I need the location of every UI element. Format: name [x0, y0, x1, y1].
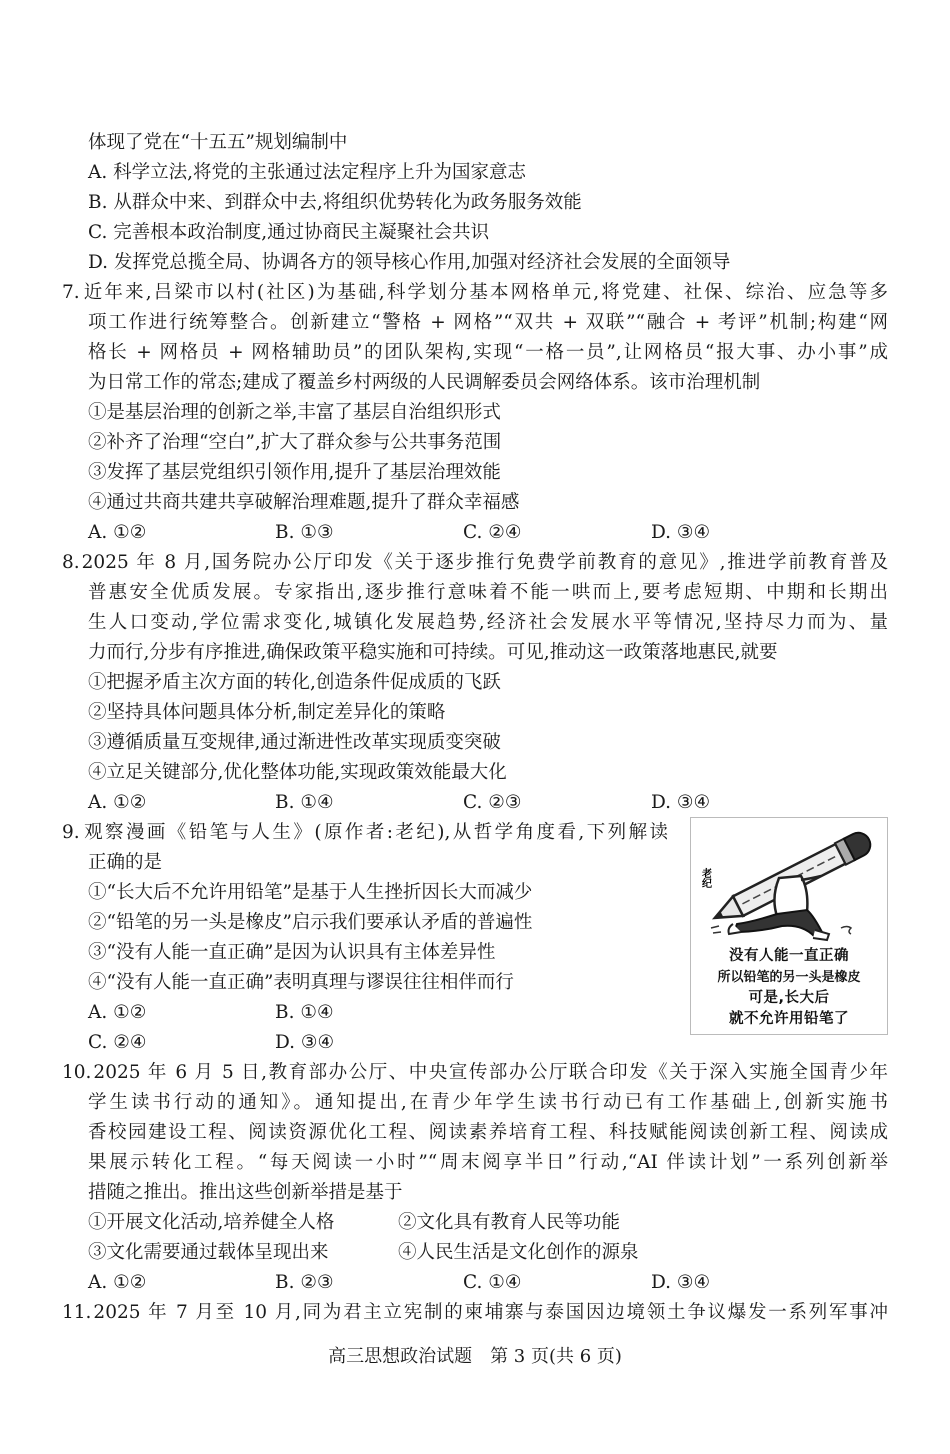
cartoon-caption-line: 没有人能一直正确 — [729, 948, 849, 964]
question-11 — [62, 1298, 888, 1328]
question-10 — [62, 1058, 888, 1298]
question-stem-text: 近年来,吕梁市以村(社区)为基础,科学划分基本网格单元,将党建、社保、综治、应急等多 — [81, 282, 888, 303]
cartoon-pencil-and-life — [690, 817, 888, 1035]
answer-option[interactable]: D. ③④ — [651, 792, 711, 813]
question-stem-text: 观察漫画《铅笔与人生》(原作者:老纪),从哲学角度看,下列解读 — [81, 822, 668, 843]
question-stem-line — [88, 1178, 888, 1208]
answer-options-row — [88, 788, 888, 818]
question-stem-text: 项工作进行统筹整合。创新建立“警格 + 网格”“双共 + 双联”“融合 + 考评”机制;构建“网 — [88, 312, 888, 333]
cartoon-drawing — [691, 818, 887, 958]
answer-option[interactable]: B. ①③ — [275, 522, 334, 543]
question-stem-line — [62, 278, 888, 308]
answer-option[interactable]: B. ①④ — [275, 792, 334, 813]
statement: ④“没有人能一直正确”表明真理与谬误往往相伴而行 — [88, 972, 514, 993]
statement: ③“没有人能一直正确”是因为认识具有主体差异性 — [88, 942, 496, 963]
question-stem-text: 格长 + 网格员 + 网格辅助员”的团队架构,实现“一格一员”,让网格员“报大事、办小事”成 — [88, 342, 888, 363]
statement: ④人民生活是文化创作的源泉 — [398, 1242, 639, 1263]
question-stem-line — [88, 338, 888, 368]
question-stem-line — [88, 608, 888, 638]
answer-option[interactable]: C. ②④ — [88, 1032, 147, 1053]
question-stem-text: 力而行,分步有序推进,确保政策平稳实施和可持续。可见,推动这一政策落地惠民,就要 — [88, 642, 778, 663]
question-stem-text: 正确的是 — [88, 852, 163, 873]
answer-options-row — [88, 1268, 888, 1298]
question-stem-line — [62, 548, 888, 578]
page-footer: 高三思想政治试题 第 3 页(共 6 页) — [328, 1346, 622, 1367]
answer-option[interactable]: B. ②③ — [275, 1272, 334, 1293]
question-8 — [62, 548, 888, 818]
question-stem-line — [88, 368, 888, 398]
statement-row — [88, 458, 888, 488]
question-stem-line — [88, 308, 888, 338]
statement-row — [88, 728, 888, 758]
question-stem-text: 2025 年 6 月 5 日,教育部办公厅、中央宣传部办公厅联合印发《关于深入实施全国青少年 — [93, 1062, 888, 1083]
question-number: 8. — [62, 552, 80, 573]
question-stem-text: 2025 年 7 月至 10 月,同为君主立宪制的柬埔寨与泰国因边境领土争议爆发一系列军事冲 — [93, 1302, 888, 1323]
statement: ②补齐了治理“空白”,扩大了群众参与公共事务范围 — [88, 432, 502, 453]
statement: ①“长大后不允许用铅笔”是基于人生挫折因长大而减少 — [88, 882, 533, 903]
statement: ③发挥了基层党组织引领作用,提升了基层治理效能 — [88, 462, 501, 483]
exam-page-body — [62, 128, 888, 1328]
answer-option[interactable]: D. ③④ — [651, 522, 711, 543]
question-stem-line — [88, 1148, 888, 1178]
statement: ④通过共商共建共享破解治理难题,提升了群众幸福感 — [88, 492, 520, 513]
question-stem-text: 措随之推出。推出这些创新举措是基于 — [88, 1182, 403, 1203]
question-stem-line — [88, 848, 668, 878]
answer-option[interactable]: A. ①② — [88, 792, 147, 813]
question-stem-text: 2025 年 8 月,国务院办公厅印发《关于逐步推行免费学前教育的意见》,推进学前教育普及 — [81, 552, 888, 573]
question-stem-line — [88, 1088, 888, 1118]
answer-option: C. 完善根本政治制度,通过协商民主凝聚社会共识 — [88, 222, 490, 243]
answer-option[interactable]: C. ①④ — [463, 1272, 522, 1293]
question-stem-line — [62, 1298, 888, 1328]
question-7 — [62, 278, 888, 548]
cartoon-caption-line: 就不允许用铅笔了 — [729, 1011, 849, 1027]
statement: ③遵循质量互变规律,通过渐进性改革实现质变突破 — [88, 732, 501, 753]
statement: ①把握矛盾主次方面的转化,创造条件促成质的飞跃 — [88, 672, 501, 693]
question-stem-line: 体现了党在“十五五”规划编制中 — [88, 132, 348, 153]
answer-option: A. 科学立法,将党的主张通过法定程序上升为国家意志 — [88, 162, 527, 183]
question-stem-text: 普惠安全优质发展。专家指出,逐步推行意味着不能一哄而上,要考虑短期、中期和长期出 — [88, 582, 888, 603]
cartoon-caption-line: 可是,长大后 — [748, 990, 830, 1006]
question-number: 10. — [62, 1062, 92, 1083]
question-number: 7. — [62, 282, 80, 303]
statement: ②文化具有教育人民等功能 — [398, 1212, 621, 1233]
question-stem-text: 果展示转化工程。“每天阅读一小时”“周末阅享半日”行动,“AI 伴读计划”一系列创新举 — [88, 1152, 888, 1173]
statement: ②“铅笔的另一头是橡皮”启示我们要承认矛盾的普遍性 — [88, 912, 533, 933]
question-stem-text: 学生读书行动的通知》。通知提出,在青少年学生读书行动已有工作基础上,创新实施书 — [88, 1092, 888, 1113]
answer-option[interactable]: A. ①② — [88, 1272, 147, 1293]
question-number: 9. — [62, 822, 80, 843]
answer-option[interactable]: C. ②③ — [463, 792, 522, 813]
question-stem-line — [88, 578, 888, 608]
statement-row — [88, 398, 888, 428]
answer-option[interactable]: D. ③④ — [651, 1272, 711, 1293]
question-stem-line — [62, 1058, 888, 1088]
question-stem-text: 香校园建设工程、阅读资源优化工程、阅读素养培育工程、科技赋能阅读创新工程、阅读成 — [88, 1122, 888, 1143]
answer-option[interactable]: A. ①② — [88, 1002, 147, 1023]
answer-option: B. 从群众中来、到群众中去,将组织优势转化为政务服务效能 — [88, 192, 582, 213]
question-stem-line — [88, 638, 888, 668]
question-number: 11. — [62, 1302, 92, 1323]
statement-row — [88, 1208, 888, 1238]
answer-option[interactable]: A. ①② — [88, 522, 147, 543]
answer-option: D. 发挥党总揽全局、协调各方的领导核心作用,加强对经济社会发展的全面领导 — [88, 252, 731, 273]
cartoon-caption-line: 所以铅笔的另一头是橡皮 — [717, 970, 861, 985]
statement: ④立足关键部分,优化整体功能,实现政策效能最大化 — [88, 762, 507, 783]
statement-row — [88, 1238, 888, 1268]
question-stem-line — [88, 1118, 888, 1148]
question-stem-line — [62, 818, 668, 848]
statement: ②坚持具体问题具体分析,制定差异化的策略 — [88, 702, 446, 723]
answer-option[interactable]: B. ①④ — [275, 1002, 334, 1023]
statement-row — [88, 488, 888, 518]
statement-row — [88, 758, 888, 788]
question-stem-text: 生人口变动,学位需求变化,城镇化发展趋势,经济社会发展水平等情况,坚持尽力而为、量 — [88, 612, 888, 633]
statement-row — [88, 668, 888, 698]
statement-row — [88, 428, 888, 458]
question-stem-text: 为日常工作的常态;建成了覆盖乡村两级的人民调解委员会网络体系。该市治理机制 — [88, 372, 761, 393]
answer-option[interactable]: C. ②④ — [463, 522, 522, 543]
answer-options-row — [88, 518, 888, 548]
statement: ③文化需要通过载体呈现出来 — [88, 1242, 329, 1263]
statement-row — [88, 698, 888, 728]
answer-option[interactable]: D. ③④ — [275, 1032, 335, 1053]
statement: ①是基层治理的创新之举,丰富了基层自治组织形式 — [88, 402, 501, 423]
statement: ①开展文化活动,培养健全人格 — [88, 1212, 335, 1233]
author-mark: 老纪 — [699, 868, 711, 888]
